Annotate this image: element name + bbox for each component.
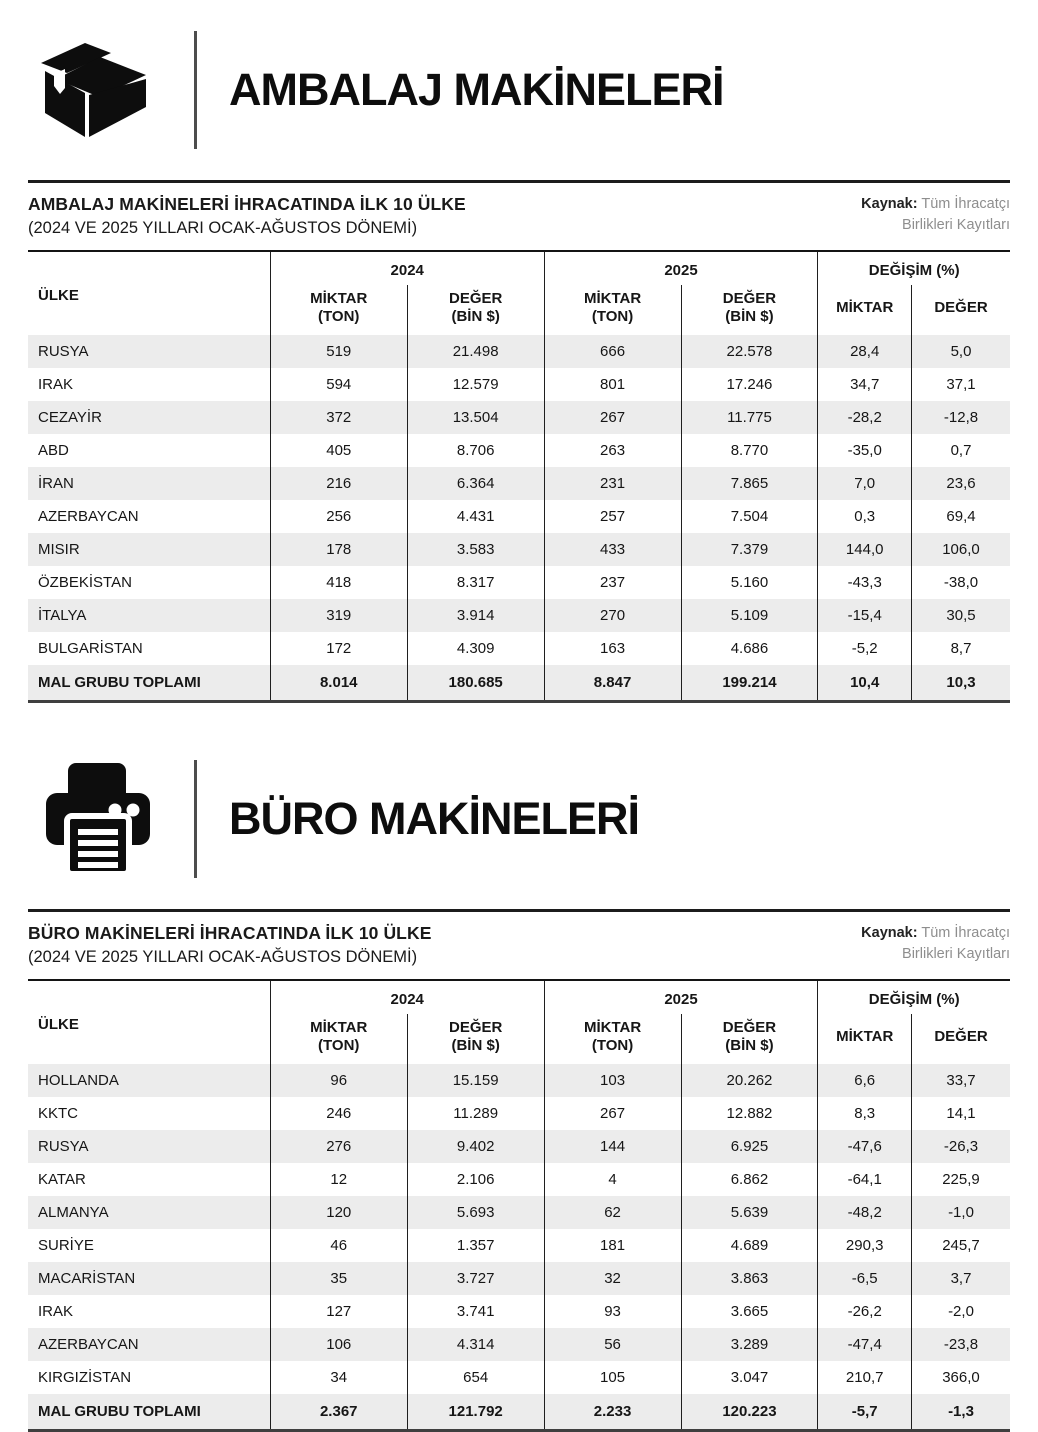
total-label-cell: MAL GRUBU TOPLAMI <box>38 674 201 691</box>
table-row <box>28 533 1010 566</box>
value-cell: -47,4 <box>818 1328 912 1361</box>
value-cell: 6.925 <box>681 1130 818 1163</box>
source-text: Tüm İhracatçı <box>921 925 1010 941</box>
value-cell: 181 <box>544 1229 681 1262</box>
value-cell: 3.863 <box>681 1262 818 1295</box>
value-cell: 2.106 <box>407 1163 544 1196</box>
country-cell: MACARİSTAN <box>38 1270 136 1287</box>
value-cell: 7.379 <box>681 533 818 566</box>
value-cell: 319 <box>270 599 407 632</box>
source-text: Tüm İhracatçı <box>921 196 1010 212</box>
value-cell: -64,1 <box>818 1163 912 1196</box>
value-cell: 654 <box>407 1361 544 1394</box>
section-title: BÜRO MAKİNELERİ <box>229 793 639 844</box>
value-cell: 418 <box>270 566 407 599</box>
value-cell: 4.686 <box>681 632 818 665</box>
value-cell: 290,3 <box>818 1229 912 1262</box>
source-label: Kaynak: <box>861 925 918 941</box>
column-header-deger-2024: DEĞER (BİN $) <box>407 1014 544 1064</box>
country-cell: ABD <box>38 442 69 459</box>
total-label-cell: MAL GRUBU TOPLAMI <box>38 1403 201 1420</box>
column-header-miktar-2025: MİKTAR (TON) <box>544 1014 681 1064</box>
value-cell: 9.402 <box>407 1130 544 1163</box>
table-caption-text <box>28 194 466 238</box>
column-header-change-miktar: MİKTAR <box>818 285 912 335</box>
value-cell: 0,3 <box>818 500 912 533</box>
printer-icon <box>28 756 168 882</box>
total-row <box>28 1394 1010 1431</box>
table-row <box>28 1295 1010 1328</box>
value-cell: -26,3 <box>911 1130 1010 1163</box>
value-cell: 34 <box>270 1361 407 1394</box>
table-row <box>28 632 1010 665</box>
value-cell: 6,6 <box>818 1064 912 1097</box>
value-cell: 121.792 <box>407 1394 544 1431</box>
export-table-ambalaj <box>28 250 1010 703</box>
table-row <box>28 1196 1010 1229</box>
value-cell: 14,1 <box>911 1097 1010 1130</box>
value-cell: 405 <box>270 434 407 467</box>
section-banner-buro <box>28 729 1010 883</box>
value-cell: 144,0 <box>818 533 912 566</box>
table-subtitle: (2024 VE 2025 YILLARI OCAK-AĞUSTOS DÖNEMİ) <box>28 948 418 966</box>
value-cell: 15.159 <box>407 1064 544 1097</box>
column-header-deger-2024: DEĞER (BİN $) <box>407 285 544 335</box>
value-cell: 20.262 <box>681 1064 818 1097</box>
column-header-country: ÜLKE <box>38 287 79 304</box>
value-cell: 4.309 <box>407 632 544 665</box>
value-cell: 8.014 <box>270 665 407 702</box>
value-cell: -23,8 <box>911 1328 1010 1361</box>
value-cell: 372 <box>270 401 407 434</box>
table-body <box>28 335 1010 665</box>
section-rule <box>28 909 1010 912</box>
table-total <box>28 665 1010 702</box>
value-cell: -35,0 <box>818 434 912 467</box>
country-cell: RUSYA <box>38 1138 89 1155</box>
country-cell: AZERBAYCAN <box>38 1336 139 1353</box>
table-row <box>28 401 1010 434</box>
value-cell: 4.431 <box>407 500 544 533</box>
header-year-row <box>28 980 1010 1014</box>
value-cell: 3.741 <box>407 1295 544 1328</box>
value-cell: 5.639 <box>681 1196 818 1229</box>
value-cell: 23,6 <box>911 467 1010 500</box>
value-cell: 62 <box>544 1196 681 1229</box>
value-cell: 3.047 <box>681 1361 818 1394</box>
column-header-miktar-2024: MİKTAR (TON) <box>270 285 407 335</box>
country-cell: İTALYA <box>38 607 87 624</box>
export-table-buro <box>28 979 1010 1432</box>
value-cell: 96 <box>270 1064 407 1097</box>
section-rule <box>28 180 1010 183</box>
table-row <box>28 368 1010 401</box>
column-group-2025: 2025 <box>544 251 818 285</box>
source-text-line2: Birlikleri Kayıtları <box>902 946 1010 963</box>
table-row <box>28 434 1010 467</box>
value-cell: 3.665 <box>681 1295 818 1328</box>
value-cell: 366,0 <box>911 1361 1010 1394</box>
value-cell: 267 <box>544 1097 681 1130</box>
column-group-2024: 2024 <box>270 251 544 285</box>
value-cell: 519 <box>270 335 407 368</box>
country-cell: RUSYA <box>38 343 89 360</box>
value-cell: 37,1 <box>911 368 1010 401</box>
country-cell: KKTC <box>38 1105 79 1122</box>
value-cell: 8.770 <box>681 434 818 467</box>
total-row <box>28 665 1010 702</box>
value-cell: 21.498 <box>407 335 544 368</box>
value-cell: 180.685 <box>407 665 544 702</box>
value-cell: 3.583 <box>407 533 544 566</box>
value-cell: 8.847 <box>544 665 681 702</box>
value-cell: 28,4 <box>818 335 912 368</box>
value-cell: 5.693 <box>407 1196 544 1229</box>
value-cell: -38,0 <box>911 566 1010 599</box>
table-row <box>28 599 1010 632</box>
column-header-change-deger: DEĞER <box>911 1014 1010 1064</box>
value-cell: -15,4 <box>818 599 912 632</box>
column-header-deger-2025: DEĞER (BİN $) <box>681 1014 818 1064</box>
table-row <box>28 1163 1010 1196</box>
value-cell: 4 <box>544 1163 681 1196</box>
value-cell: 594 <box>270 368 407 401</box>
country-cell: KIRGIZİSTAN <box>38 1369 132 1386</box>
value-cell: 237 <box>544 566 681 599</box>
value-cell: 17.246 <box>681 368 818 401</box>
table-caption-buro <box>28 923 1010 967</box>
table-row <box>28 335 1010 368</box>
value-cell: 103 <box>544 1064 681 1097</box>
country-cell: HOLLANDA <box>38 1072 119 1089</box>
column-header-change-deger: DEĞER <box>911 285 1010 335</box>
value-cell: 172 <box>270 632 407 665</box>
value-cell: 120.223 <box>681 1394 818 1431</box>
banner-divider <box>194 31 197 149</box>
value-cell: 8,3 <box>818 1097 912 1130</box>
value-cell: 801 <box>544 368 681 401</box>
value-cell: 4.689 <box>681 1229 818 1262</box>
value-cell: 10,3 <box>911 665 1010 702</box>
value-cell: -28,2 <box>818 401 912 434</box>
value-cell: 433 <box>544 533 681 566</box>
value-cell: 127 <box>270 1295 407 1328</box>
country-cell: IRAK <box>38 376 74 393</box>
value-cell: 4.314 <box>407 1328 544 1361</box>
value-cell: 120 <box>270 1196 407 1229</box>
column-header-miktar-2025: MİKTAR (TON) <box>544 285 681 335</box>
value-cell: 2.233 <box>544 1394 681 1431</box>
value-cell: -43,3 <box>818 566 912 599</box>
table-row <box>28 1064 1010 1097</box>
value-cell: 7,0 <box>818 467 912 500</box>
package-box-icon <box>28 27 168 153</box>
value-cell: -1,3 <box>911 1394 1010 1431</box>
value-cell: 33,7 <box>911 1064 1010 1097</box>
table-row <box>28 1229 1010 1262</box>
table-caption-text <box>28 923 432 967</box>
value-cell: 231 <box>544 467 681 500</box>
value-cell: 12 <box>270 1163 407 1196</box>
value-cell: 46 <box>270 1229 407 1262</box>
value-cell: 69,4 <box>911 500 1010 533</box>
country-cell: İRAN <box>38 475 74 492</box>
value-cell: 666 <box>544 335 681 368</box>
table-source <box>861 923 1010 965</box>
value-cell: 267 <box>544 401 681 434</box>
value-cell: 225,9 <box>911 1163 1010 1196</box>
value-cell: 6.364 <box>407 467 544 500</box>
value-cell: 3.727 <box>407 1262 544 1295</box>
value-cell: 263 <box>544 434 681 467</box>
value-cell: 34,7 <box>818 368 912 401</box>
value-cell: 12.882 <box>681 1097 818 1130</box>
country-cell: KATAR <box>38 1171 86 1188</box>
table-row <box>28 467 1010 500</box>
table-title: AMBALAJ MAKİNELERİ İHRACATINDA İLK 10 ÜLKE <box>28 194 466 214</box>
value-cell: 216 <box>270 467 407 500</box>
value-cell: 8.706 <box>407 434 544 467</box>
column-group-change: DEĞİŞİM (%) <box>818 251 1010 285</box>
value-cell: 256 <box>270 500 407 533</box>
value-cell: -26,2 <box>818 1295 912 1328</box>
column-header-miktar-2024: MİKTAR (TON) <box>270 1014 407 1064</box>
value-cell: -48,2 <box>818 1196 912 1229</box>
table-row <box>28 1262 1010 1295</box>
country-cell: ÖZBEKİSTAN <box>38 574 132 591</box>
value-cell: 12.579 <box>407 368 544 401</box>
value-cell: 106,0 <box>911 533 1010 566</box>
value-cell: 245,7 <box>911 1229 1010 1262</box>
value-cell: -6,5 <box>818 1262 912 1295</box>
value-cell: 7.504 <box>681 500 818 533</box>
value-cell: 22.578 <box>681 335 818 368</box>
table-row <box>28 1130 1010 1163</box>
value-cell: 106 <box>270 1328 407 1361</box>
value-cell: 8,7 <box>911 632 1010 665</box>
table-title: BÜRO MAKİNELERİ İHRACATINDA İLK 10 ÜLKE <box>28 923 432 943</box>
table-source <box>861 194 1010 236</box>
value-cell: 6.862 <box>681 1163 818 1196</box>
value-cell: 144 <box>544 1130 681 1163</box>
column-header-deger-2025: DEĞER (BİN $) <box>681 285 818 335</box>
value-cell: 5.160 <box>681 566 818 599</box>
value-cell: 246 <box>270 1097 407 1130</box>
country-cell: AZERBAYCAN <box>38 508 139 525</box>
country-cell: IRAK <box>38 1303 74 1320</box>
value-cell: 257 <box>544 500 681 533</box>
country-cell: ALMANYA <box>38 1204 109 1221</box>
value-cell: 35 <box>270 1262 407 1295</box>
column-group-2025: 2025 <box>544 980 818 1014</box>
value-cell: 5.109 <box>681 599 818 632</box>
value-cell: 276 <box>270 1130 407 1163</box>
value-cell: -2,0 <box>911 1295 1010 1328</box>
value-cell: 10,4 <box>818 665 912 702</box>
section-gap <box>28 703 1010 729</box>
source-label: Kaynak: <box>861 196 918 212</box>
section-title: AMBALAJ MAKİNELERİ <box>229 64 724 115</box>
table-caption-ambalaj <box>28 194 1010 238</box>
column-group-change: DEĞİŞİM (%) <box>818 980 1010 1014</box>
value-cell: -1,0 <box>911 1196 1010 1229</box>
country-cell: CEZAYİR <box>38 409 102 426</box>
country-cell: MISIR <box>38 541 80 558</box>
value-cell: 11.775 <box>681 401 818 434</box>
section-banner-ambalaj <box>28 0 1010 154</box>
country-cell: SURİYE <box>38 1237 94 1254</box>
value-cell: 1.357 <box>407 1229 544 1262</box>
value-cell: 163 <box>544 632 681 665</box>
column-header-country: ÜLKE <box>38 1016 79 1033</box>
value-cell: 3.914 <box>407 599 544 632</box>
value-cell: -47,6 <box>818 1130 912 1163</box>
value-cell: 11.289 <box>407 1097 544 1130</box>
value-cell: 7.865 <box>681 467 818 500</box>
banner-divider <box>194 760 197 878</box>
table-row <box>28 500 1010 533</box>
value-cell: 8.317 <box>407 566 544 599</box>
column-group-2024: 2024 <box>270 980 544 1014</box>
value-cell: 2.367 <box>270 1394 407 1431</box>
country-cell: BULGARİSTAN <box>38 640 143 657</box>
value-cell: -5,7 <box>818 1394 912 1431</box>
header-year-row <box>28 251 1010 285</box>
value-cell: 5,0 <box>911 335 1010 368</box>
table-total <box>28 1394 1010 1431</box>
value-cell: -12,8 <box>911 401 1010 434</box>
value-cell: 210,7 <box>818 1361 912 1394</box>
value-cell: -5,2 <box>818 632 912 665</box>
value-cell: 0,7 <box>911 434 1010 467</box>
value-cell: 199.214 <box>681 665 818 702</box>
value-cell: 3.289 <box>681 1328 818 1361</box>
value-cell: 270 <box>544 599 681 632</box>
value-cell: 32 <box>544 1262 681 1295</box>
table-row <box>28 1328 1010 1361</box>
value-cell: 178 <box>270 533 407 566</box>
value-cell: 30,5 <box>911 599 1010 632</box>
value-cell: 13.504 <box>407 401 544 434</box>
table-subtitle: (2024 VE 2025 YILLARI OCAK-AĞUSTOS DÖNEMİ) <box>28 219 418 237</box>
table-row <box>28 1097 1010 1130</box>
value-cell: 93 <box>544 1295 681 1328</box>
value-cell: 56 <box>544 1328 681 1361</box>
table-body <box>28 1064 1010 1394</box>
source-text-line2: Birlikleri Kayıtları <box>902 217 1010 234</box>
value-cell: 105 <box>544 1361 681 1394</box>
value-cell: 3,7 <box>911 1262 1010 1295</box>
column-header-change-miktar: MİKTAR <box>818 1014 912 1064</box>
table-row <box>28 566 1010 599</box>
